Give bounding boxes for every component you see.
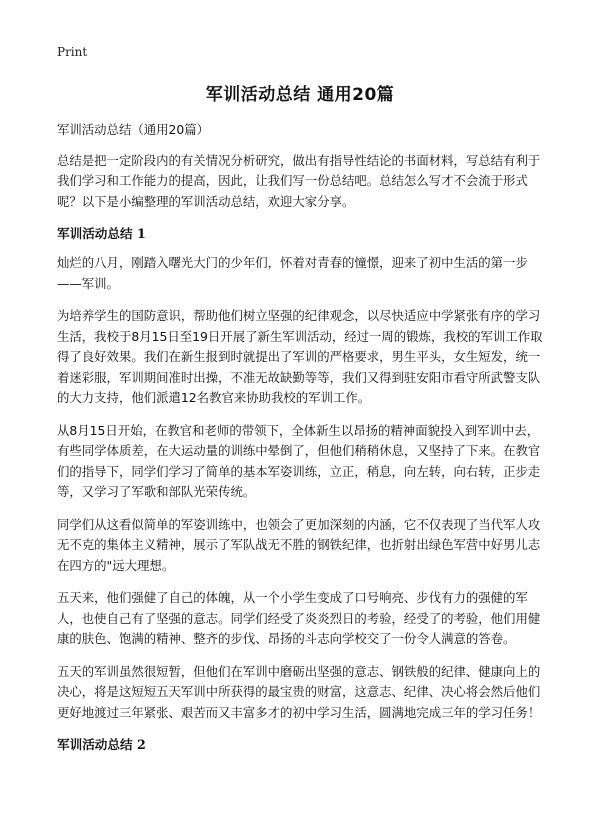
print-label[interactable]: Print (57, 45, 88, 59)
section1-paragraph-2: 为培养学生的国防意识，帮助他们树立坚强的纪律观念，以尽快适应中学紧张有序的学习生活，我校于8月15日至19日开展了新生军训活动，经过一周的锻炼，我校的军训工作取得了良好效果。我们在新生报到时就提出了军训的严格要求，男生平头，女生短发，统一着迷彩服，军训期间准时出操，不准无故缺勤等等，我们又得到驻安阳市看守所武警支队的大力支持，他们派遣12名教官来协助我校的军训工作。 (57, 308, 543, 405)
document-subtitle: 军训活动总结（通用20篇） (57, 122, 210, 137)
section1-paragraph-6: 五天的军训虽然很短暂，但他们在军训中磨砺出坚强的意志、钢铁般的纪律、健康向上的决心，将是这短短五天军训中所获得的最宝贵的财富，这意志、纪律、决心将会然后他们更好地渡过三年紧张、艰苦而又丰富多才的初中学习生活，圆满地完成三年的学习任务！ (57, 663, 541, 720)
intro-paragraph: 总结是把一定阶段内的有关情况分析研究，做出有指导性结论的书面材料，写总结有利于我们学习和工作能力的提高，因此，让我们写一份总结吧。总结怎么写才不会流于形式呢？以下是小编整理的军训活动总结，欢迎大家分享。 (57, 152, 541, 209)
section1-paragraph-5: 五天来，他们强健了自己的体魄，从一个小学生变成了口号响亮、步伐有力的强健的军人，也使自己有了坚强的意志。同学们经受了炎炎烈日的考验，经受了的考验，他们用健康的肤色、饱满的精神、整齐的步伐、昂扬的斗志向学校交了一份令人满意的答卷。 (57, 590, 541, 646)
section1-paragraph-4: 同学们从这看似简单的军姿训练中，也领会了更加深刻的内涵，它不仅表现了当代军人攻无不克的集体主义精神，展示了军队战无不胜的钢铁纪律，也折射出绿色军营中好男儿志在四方的"远大理想。 (57, 516, 541, 573)
section-heading-1: 军训活动总结 1 (57, 226, 146, 241)
page-title: 军训活动总结 通用20篇 (205, 85, 395, 105)
section-heading-2: 军训活动总结 2 (57, 737, 146, 752)
section1-paragraph-1: 灿烂的八月，刚踏入曙光大门的少年们，怀着对青春的憧憬，迎来了初中生活的第一步——军训。 (57, 255, 528, 291)
document-body (57, 120, 543, 764)
section1-paragraph-3: 从8月15日开始，在教官和老师的带领下，全体新生以昂扬的精神面貌投入到军训中去，有些同学体质差，在大运动量的训练中晕倒了，但他们稍稍休息，又坚持了下来。在教官们的指导下，同学们学习了简单的基本军姿训练，立正，稍息，向左转，向右转，正步走等，又学习了军歌和部队光荣传统。 (57, 422, 541, 499)
